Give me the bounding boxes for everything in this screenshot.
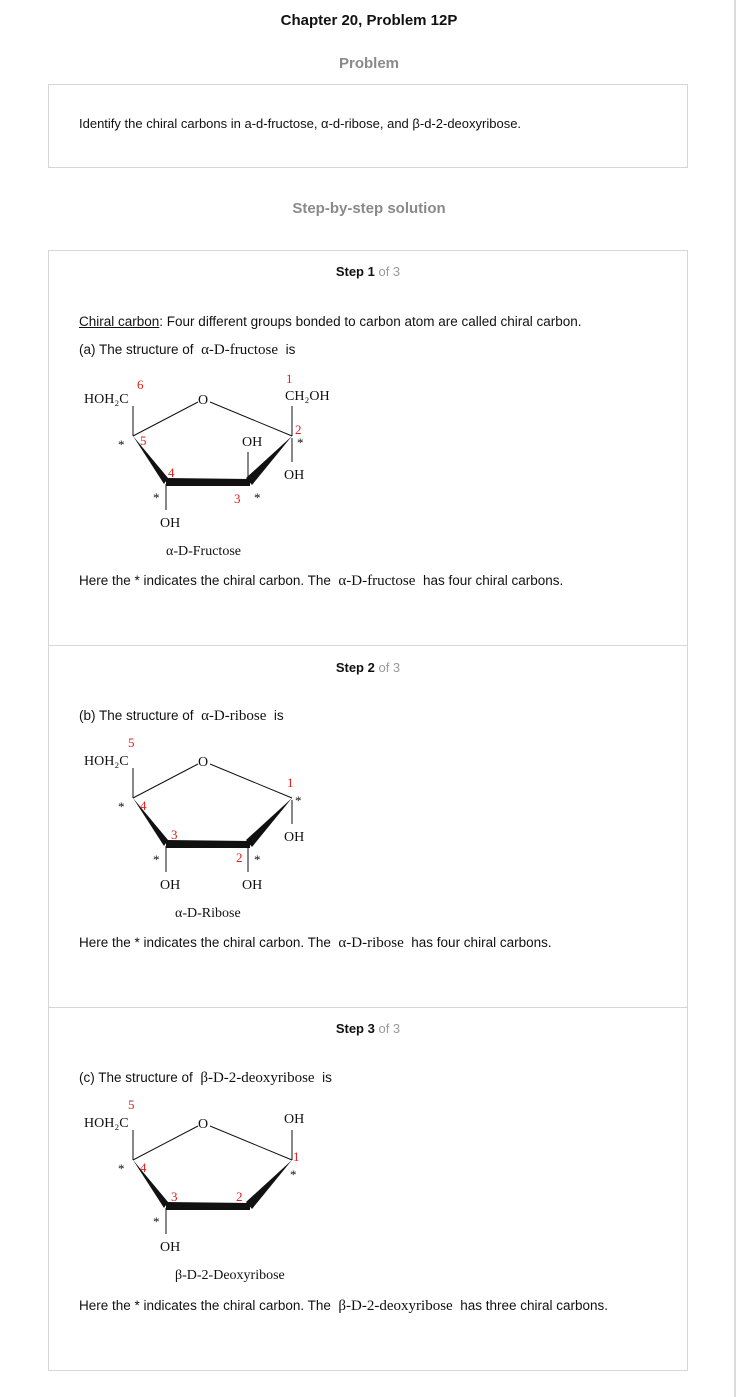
hoh2c-label: HOH₂C xyxy=(84,754,129,769)
problem-text: Identify the chiral carbons in a-d-fructose, α-d-ribose, and β-d-2-deoxyribose. xyxy=(79,116,522,131)
carbon-number: 3 xyxy=(234,491,241,506)
chiral-star: * xyxy=(118,437,125,452)
step-divider xyxy=(48,645,688,646)
carbon-number: 4 xyxy=(168,465,175,480)
carbon-number: 6 xyxy=(137,377,144,392)
carbon-number: 5 xyxy=(128,1097,135,1112)
step-3-header xyxy=(48,1021,688,1036)
carbon-number: 1 xyxy=(286,371,293,386)
carbon-number: 1 xyxy=(293,1149,300,1164)
step-count: of 3 xyxy=(378,264,401,279)
intro-suffix: is xyxy=(322,1070,332,1085)
c2-oh: OH xyxy=(284,468,305,483)
chiral-star: * xyxy=(118,799,125,814)
conclusion-compound: β-D-2-deoxyribose xyxy=(338,1298,453,1314)
ring-bond xyxy=(210,402,292,436)
chiral-star: * xyxy=(295,793,302,808)
conclusion-compound: α-D-ribose xyxy=(338,935,404,951)
conclusion-prefix: Here the * indicates the chiral carbon. The xyxy=(79,573,331,588)
chiral-star: * xyxy=(153,1214,160,1229)
chiral-star: * xyxy=(297,435,304,450)
chiral-star: * xyxy=(118,1161,125,1176)
carbon-number: 1 xyxy=(287,775,294,790)
carbon-number: 2 xyxy=(236,1189,243,1204)
c1-oh: OH xyxy=(284,1112,305,1127)
structure-caption: α-D-Fructose xyxy=(166,544,241,559)
definition-term: Chiral carbon xyxy=(79,314,160,329)
c2-oh: OH xyxy=(242,878,263,893)
step-label: Step 2 xyxy=(335,660,375,675)
c3-oh: OH xyxy=(160,878,181,893)
carbon-number: 4 xyxy=(140,798,147,813)
conclusion-prefix: Here the * indicates the chiral carbon. The xyxy=(79,1298,331,1313)
carbon-number: 5 xyxy=(128,735,135,750)
structure-caption: α-D-Ribose xyxy=(175,906,241,921)
step-count: of 3 xyxy=(378,1021,401,1036)
step-count: of 3 xyxy=(378,660,401,675)
ring-bond xyxy=(210,1126,292,1160)
c4-oh: OH xyxy=(160,516,181,531)
intro-prefix: (a) The structure of xyxy=(79,342,194,357)
fructose-structure xyxy=(0,360,738,570)
step-2-header xyxy=(48,660,688,675)
step-2-conclusion xyxy=(79,935,552,952)
carbon-number: 5 xyxy=(140,433,147,448)
definition-text: : Four different groups bonded to carbon atom are called chiral carbon. xyxy=(159,314,582,329)
chiral-star: * xyxy=(153,490,160,505)
c3-oh: OH xyxy=(242,435,263,450)
intro-compound: β-D-2-deoxyribose xyxy=(200,1070,315,1086)
chiral-star: * xyxy=(290,1167,297,1182)
step-3-intro xyxy=(79,1070,332,1087)
wedge-bond xyxy=(133,798,168,846)
intro-prefix: (b) The structure of xyxy=(79,708,194,723)
ring-oxygen: O xyxy=(198,393,209,408)
wedge-bond xyxy=(133,1160,168,1208)
deoxyribose-structure xyxy=(0,1090,738,1290)
bold-bond xyxy=(166,478,250,486)
ribose-structure xyxy=(0,728,738,928)
step-3-conclusion xyxy=(79,1298,608,1315)
carbon-number: 3 xyxy=(171,1189,178,1204)
ring-bond xyxy=(133,402,198,436)
c3-oh: OH xyxy=(160,1240,181,1255)
ring-bond xyxy=(133,1126,198,1160)
step-1-header xyxy=(48,264,688,279)
wedge-bond xyxy=(133,436,168,484)
ring-bond xyxy=(133,764,198,798)
step-label: Step 1 xyxy=(335,264,375,279)
step-1-conclusion xyxy=(79,573,563,590)
hoh2c-label: HOH₂C xyxy=(84,1116,129,1131)
ring-bond xyxy=(210,764,292,798)
intro-compound: α-D-ribose xyxy=(201,708,267,724)
chiral-star: * xyxy=(254,490,261,505)
step-2-intro xyxy=(79,708,284,725)
ring-oxygen: O xyxy=(198,1117,209,1132)
hoh2c-label: HOH₂C xyxy=(84,392,129,407)
carbon-number: 2 xyxy=(236,850,243,865)
step-divider xyxy=(48,1007,688,1008)
c1-oh: OH xyxy=(284,830,305,845)
problem-box xyxy=(48,84,688,168)
problem-heading: Problem xyxy=(338,55,399,72)
intro-suffix: is xyxy=(273,708,284,723)
structure-caption: β-D-2-Deoxyribose xyxy=(175,1268,285,1283)
ring-oxygen: O xyxy=(198,755,209,770)
step-label: Step 3 xyxy=(335,1021,375,1036)
conclusion-compound: α-D-fructose xyxy=(338,573,416,589)
carbon-number: 4 xyxy=(140,1160,147,1175)
conclusion-prefix: Here the * indicates the chiral carbon. The xyxy=(79,935,331,950)
conclusion-suffix: has three chiral carbons. xyxy=(460,1298,609,1313)
page-title: Chapter 20, Problem 12P xyxy=(280,12,458,29)
chiral-star: * xyxy=(254,852,261,867)
chiral-star: * xyxy=(153,852,160,867)
step-1-intro xyxy=(79,342,295,359)
intro-prefix: (c) The structure of xyxy=(79,1070,193,1085)
bold-bond xyxy=(166,840,250,848)
wedge-bond xyxy=(246,1160,292,1209)
carbon-number: 2 xyxy=(295,422,302,437)
intro-compound: α-D-fructose xyxy=(201,342,279,358)
conclusion-suffix: has four chiral carbons. xyxy=(422,573,564,588)
intro-suffix: is xyxy=(285,342,296,357)
carbon-number: 3 xyxy=(171,827,178,842)
conclusion-suffix: has four chiral carbons. xyxy=(411,935,552,950)
ch2oh-label: CH₂OH xyxy=(285,389,330,404)
solution-heading: Step-by-step solution xyxy=(292,200,446,217)
definition xyxy=(79,314,582,329)
